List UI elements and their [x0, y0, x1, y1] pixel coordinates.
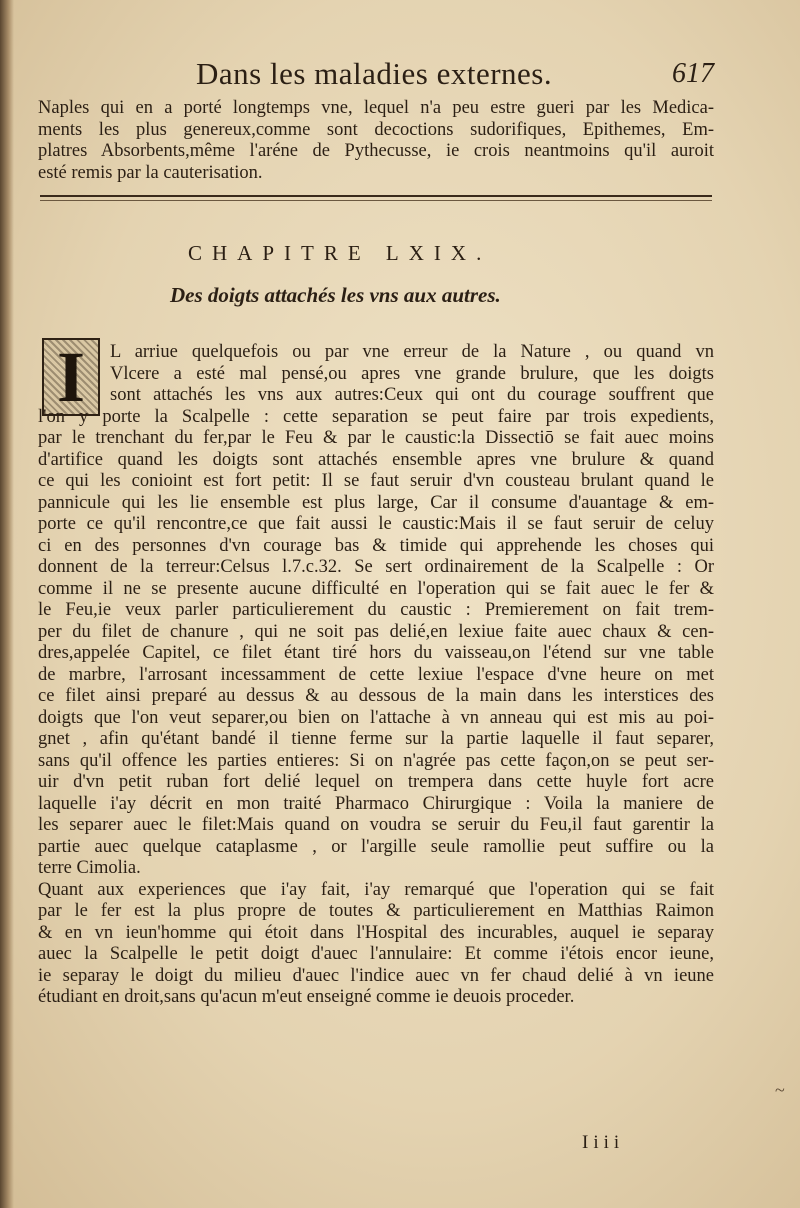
chapter-title: CHAPITRE LXIX. — [188, 241, 492, 265]
text-line: & en vn ieun'homme qui étoit dans l'Hospital des incurables, auquel ie separay — [38, 922, 714, 943]
text-line: ce filet ainsi preparé au dessus & au dessous de la main dans les interstices des — [38, 686, 714, 706]
text-line: platres Absorbents,même l'aréne de Pythecusse, ie crois neantmoins qu'il auroit — [38, 141, 714, 161]
text-line: dres,appelée Capitel, ce filet étant tiré hors du vaisseau,on l'étend sur vne table — [38, 643, 714, 663]
text-line: ci en des personnes d'vn courage bas & timide qui apprehende les choses qui — [38, 535, 714, 556]
text-line: sans qu'il offence les parties entieres: Si on n'agrée pas cette façon,on se peut ser- — [38, 750, 714, 771]
text-line: par le fer est la plus propre de toutes & particulierement en Matthias Raimon — [38, 901, 714, 921]
page-header — [0, 52, 800, 96]
text-line: Quant aux experiences que i'ay fait, i'ay remarqué que l'operation qui se fait — [38, 879, 714, 900]
page-number: 617 — [672, 58, 714, 89]
text-line: auec la Scalpelle le petit doigt d'auec l'annulaire: Et comme i'étois encor ieune, — [38, 944, 714, 964]
text-line: les separer auec le filet:Mais quand on voudra se seruir du Feu,il faut garentir la — [38, 815, 714, 835]
running-head: Dans les maladies externes. — [196, 56, 553, 91]
text-line: Vlcere a esté mal pensé,ou apres vne grande brulure, que les doigts — [110, 363, 714, 384]
text-line: doigts que l'on veut separer,ou bien on l'attache à vn anneau qui est mis au poi- — [38, 707, 714, 728]
text-line: per du filet de chanure , qui ne soit pas delié,en lexiue faite auec chaux & cen- — [38, 621, 714, 642]
text-line: par le trenchant du fer,par le Feu & par le caustic:la Dissectiō se fait auec moins — [38, 428, 714, 448]
opening-lines — [110, 342, 714, 407]
text-line: sont attachés les vns aux autres:Ceux qui ont du courage souffrent que — [110, 385, 714, 405]
chapter-body — [38, 407, 714, 1009]
text-line: étudiant en droit,sans qu'acun m'eut enseigné comme ie deuois proceder. — [38, 987, 575, 1007]
drop-cap-letter: I — [56, 337, 86, 417]
margin-mark: ~ — [775, 1080, 785, 1100]
text-line: ie separay le doigt du milieu d'auec l'indice auec vn fer chaud delié à vn ieune — [38, 965, 714, 986]
text-line: laquelle i'ay décrit en mon traité Pharmaco Chirurgique : Voila la maniere de — [38, 793, 714, 814]
text-line: Naples qui en a porté longtemps vne, lequel n'a peu estre gueri par les Medica- — [38, 98, 714, 118]
signature-mark: Iiii — [582, 1132, 625, 1153]
text-line: porte ce qu'il rencontre,ce que fait aussi le caustic:Mais il se faut seruir de celuy — [38, 514, 714, 534]
text-line: de marbre, l'arrosant incessamment de cette lexiue l'espace d'vne heure on met — [38, 664, 714, 685]
text-line: donnent de la terreur:Celsus l.7.c.32. Se sert ordinairement de la Scalpelle : Or — [38, 557, 714, 577]
ornamental-drop-cap — [42, 338, 100, 416]
text-line: ments les plus genereux,comme sont decoctions sudorifiques, Epithemes, Em- — [38, 119, 714, 140]
text-line: terre Cimolia. — [38, 858, 141, 878]
text-line: gnet , afin qu'étant bandé il tienne ferme sur la partie laquelle il faut separer, — [38, 729, 714, 749]
text-line: pannicule qui les lie ensemble est plus large, Car il consume d'auantage & em- — [38, 492, 714, 513]
text-line: esté remis par la cauterisation. — [38, 162, 263, 183]
section-divider — [40, 195, 712, 201]
text-line: d'artifice quand les doigts sont attachés ensemble apres vne brulure & quand — [38, 449, 714, 470]
text-line: partie auec quelque cataplasme , or l'argille seule ramollie peut suffire ou la — [38, 836, 714, 857]
chapter-subtitle: Des doigts attachés les vns aux autres. — [170, 283, 501, 307]
binding-gutter — [0, 0, 14, 1208]
text-line: l'on y porte la Scalpelle : cette separation se peut faire par trois expedients, — [38, 406, 714, 427]
text-line: uir d'vn petit ruban fort delié lequel on trempera dans cette huyle fort acre — [38, 772, 714, 792]
text-line: comme il ne se presente aucune difficulté en l'operation qui se fait auec le fer & — [38, 578, 714, 599]
text-line: L arriue quelquefois ou par vne erreur de la Nature , ou quand vn — [110, 342, 714, 362]
text-line: ce qui les conioint est fort petit: Il se faut seruir d'vn cousteau brulant quand le — [38, 471, 714, 491]
continued-paragraph — [38, 98, 714, 184]
text-line: le Feu,ie veux parler particulierement du caustic : Premierement on fait trem- — [38, 600, 714, 620]
